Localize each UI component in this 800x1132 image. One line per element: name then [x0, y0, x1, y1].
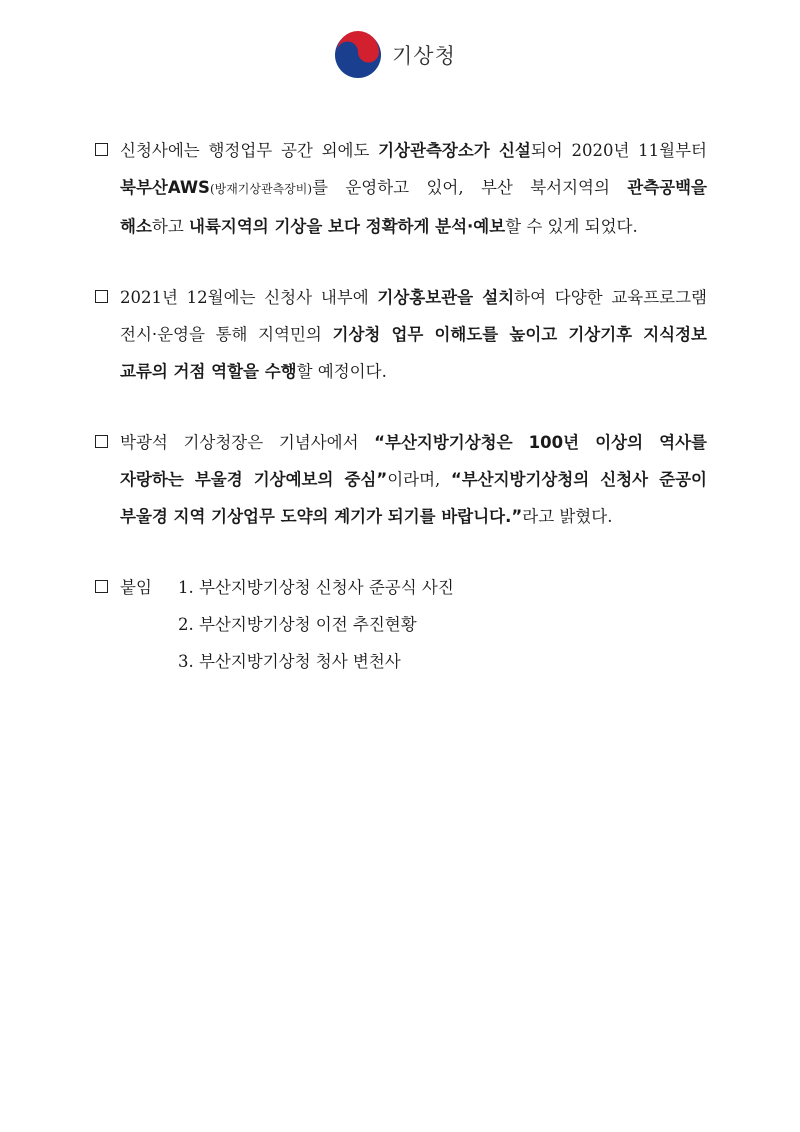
text-run: 할 수 있게 되었다. [505, 217, 638, 236]
text-run: 를 운영하고 있어, 부산 북서지역의 [312, 178, 628, 197]
logo-text: 기상청 [392, 44, 456, 68]
attachment-item: 1. 부산지방기상청 신청사 준공식 사진 [178, 578, 454, 597]
text-run: 할 예정이다. [296, 362, 387, 381]
attachment-item: 2. 부산지방기상청 이전 추진현황 [178, 615, 417, 634]
text-run: 라고 밝혔다. [522, 507, 613, 526]
attachment-item: 3. 부산지방기상청 청사 변천사 [178, 652, 401, 671]
text-run: 2021년 12월에는 신청사 내부에 [120, 288, 378, 307]
attachments-section [95, 569, 707, 680]
bold-text-run: 기상관측장소가 신설 [378, 141, 531, 160]
text-run: 하고 [151, 217, 190, 236]
kma-taegeuk-logo-icon [333, 30, 383, 80]
document-body [95, 132, 707, 680]
checkbox-bullet-icon [95, 580, 108, 593]
checkbox-bullet-icon [95, 143, 108, 156]
text-run: 신청사에는 행정업무 공간 외에도 [120, 141, 379, 160]
checkbox-bullet-icon [95, 435, 108, 448]
bold-text-run: 관측공백을 해소 [120, 178, 707, 236]
text-run: 박광석 기상청장은 기념사에서 [120, 433, 375, 452]
bold-text-run: “부산지방기상청의 신청사 준공이 부울경 지역 기상업무 도약의 계기가 되기를 바랍니다.” [120, 470, 707, 526]
paragraph-1 [95, 132, 707, 245]
paragraph-text [120, 132, 707, 245]
bold-text-run: “부산지방기상청은 100년 이상의 역사를 자랑하는 부울경 기상예보의 중심” [120, 433, 707, 489]
checkbox-bullet-icon [95, 290, 108, 303]
text-run: (방재기상관측장비) [209, 182, 313, 196]
attachments-label: 붙임 [120, 578, 152, 597]
header-logo [333, 30, 456, 80]
attachments-list [178, 569, 454, 680]
bold-text-run: 북부산AWS [120, 178, 210, 197]
paragraph-2 [95, 279, 707, 390]
text-run: 되어 2020년 11월부터 [530, 141, 707, 160]
text-run: 이라며, [387, 470, 451, 489]
bold-text-run: 기상청 업무 이해도를 높이고 기상기후 지식정보 교류의 거점 역할을 수행 [120, 325, 707, 381]
bold-text-run: 내륙지역의 기상을 보다 정확하게 분석·예보 [189, 217, 506, 236]
paragraph-3 [95, 424, 707, 535]
bold-text-run: 기상홍보관을 설치 [377, 288, 515, 307]
text-run: 하여 다양한 교육프로그램 전시·운영을 통해 지역민의 [120, 288, 707, 344]
paragraph-text [120, 424, 707, 535]
paragraph-text [120, 279, 707, 390]
